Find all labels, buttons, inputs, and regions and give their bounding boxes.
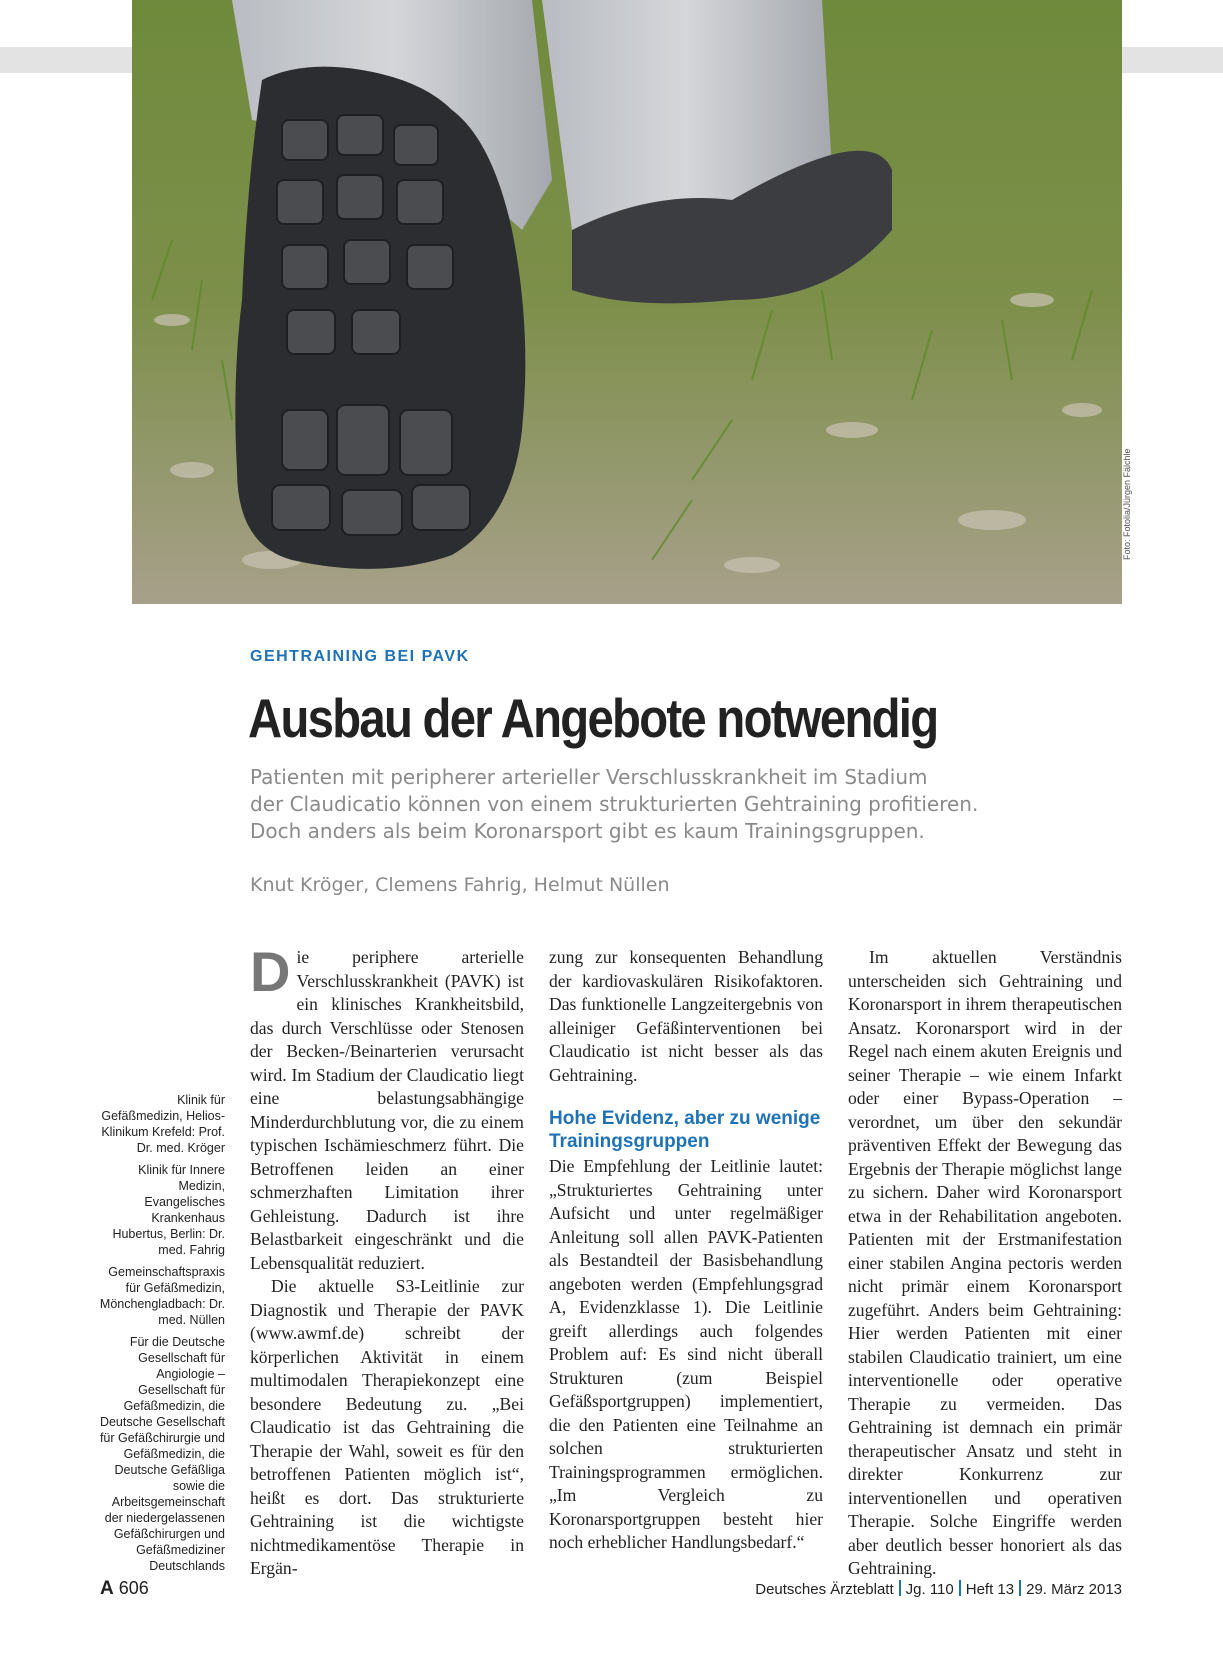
body-paragraph: Die aktuelle S3-Leitlinie zur Diagnostik und Therapie der PAVK (www.awmf.de) schreibt der körperlichen Aktivität in einem multimodalen Therapiekonzept eine besondere Bedeutung zu. „Bei Claudicatio ist das Gehtraining die Therapie der Wahl, soweit es für den betroffenen Patienten möglich ist“, heißt es dort. Das strukturierte Gehtraining ist die wichtigste nichtmedikamentöse Therapie in Ergän- bbox=[250, 1276, 524, 1578]
affiliation-nuellen: Gemeinschaftspraxis für Gefäßmedizin, Mönchengladbach: Dr. med. Nüllen bbox=[99, 1265, 225, 1327]
body-column-1 bbox=[250, 940, 524, 1581]
decorative-bar-right bbox=[1122, 47, 1223, 73]
affiliation-societies: Für die Deutsche Gesellschaft für Angiologie – Gesellschaft für Gefäßmedizin, die Deutsche Gesellschaft für Gefäßchirurgie und Gefäßmedizin, die Deutsche Gefäßliga sowie die Arbeitsgemeinschaft der niedergelassenen Gefäßchirurgen und Gefäßmediziner Deutschlands bbox=[99, 1335, 225, 1573]
body-paragraph: Die Empfehlung der Leitlinie lautet: „Strukturiertes Gehtraining unter Aufsicht und unter regelmäßiger Anleitung soll allen PAVK-Patienten als Bestandteil der Basisbehandlung angeboten werden (Empfehlungsgrad A, Evidenzklasse 1). Die Leitlinie greift allerdings auch folgendes Problem auf: Es sind nicht überall Strukturen (zum Beispiel Gefäßsportgruppen) implementiert, die den Patienten eine Teilnahme an solchen strukturierten Trainingsprogrammen ermöglichen. „Im Vergleich zu Koronarsportgruppen besteht hier noch erheblicher Handlungsbedarf.“ bbox=[549, 1156, 823, 1552]
page-number: A 606 bbox=[100, 1578, 149, 1599]
affiliation-fahrig: Klinik für Innere Medizin, Evangelisches Krankenhaus Hubertus, Berlin: Dr. med. Fahrig bbox=[112, 1163, 225, 1257]
article-authors: Knut Kröger, Clemens Fahrig, Helmut Nüllen bbox=[250, 874, 670, 896]
journal-date: 29. März 2013 bbox=[1026, 1581, 1122, 1598]
body-column-3 bbox=[848, 946, 1122, 1581]
lead-line: der Claudicatio können von einem strukturierten Gehtraining profitieren. bbox=[250, 792, 979, 816]
article-title: Ausbau der Angebote notwendig bbox=[248, 687, 938, 749]
journal-volume: Jg. 110 bbox=[905, 1581, 954, 1598]
body-paragraph: Die periphere arterielle Verschlusskrankheit (PAVK) ist ein klinisches Krankheitsbild, das durch Verschlüsse oder Stenosen der Becken-/Beinarterien verursacht wird. Im Stadium der Claudicatio liegt eine belastungsabhängige Minderdurchblutung vor, die zu einem typischen Ischämieschmerz führt. Die Betroffenen leiden an einer schmerzhaften Limitation ihrer Gehleistung. Dadurch ist ihre Belastbarkeit eingeschränkt und die Lebensqualität reduziert. bbox=[250, 940, 524, 1273]
drop-cap: D bbox=[250, 940, 291, 1003]
lead-line: Doch anders als beim Koronarsport gibt es kaum Trainingsgruppen. bbox=[250, 819, 925, 843]
decorative-bar-left bbox=[0, 47, 132, 73]
article-kicker: GEHTRAINING BEI PAVK bbox=[250, 648, 470, 665]
photo-credit: Foto: Fotolia/Jürgen Fälchle bbox=[1122, 448, 1132, 560]
journal-name: Deutsches Ärzteblatt bbox=[755, 1581, 894, 1598]
body-column-2 bbox=[549, 946, 823, 1555]
body-paragraph: Im aktuellen Verständnis unterscheiden sich Gehtraining und Koronarsport in ihrem therapeutischen Ansatz. Koronarsport wird in der Regel nach einem akuten Ereignis und seiner Therapie – wie einem Infarkt oder einer Bypass-Operation – verordnet, um über den sekundär präventiven Effekt der Bewegung das Ergebnis der Therapie möglichst lange zu sichern. Daher wird Koronarsport etwa in der Rehabilitation angeboten. Patienten mit der Erstmanifestation einer stabilen Angina pectoris werden nicht primär einem Koronarsport zugeführt. Anders beim Gehtraining: Hier werden Patienten mit einer stabilen Claudicatio trainiert, um eine interventionelle oder operative Therapie zu vermeiden. Das Gehtraining ist demnach ein primär therapeutischer Ansatz und steht in direkter Konkurrenz zur interventionellen und operativen Therapie. Solche Eingriffe werden aber deutlich besser honoriert als das Gehtraining. bbox=[848, 947, 1122, 1578]
journal-issue: Heft 13 bbox=[965, 1581, 1015, 1598]
body-paragraph: zung zur konsequenten Behandlung der kardiovaskulären Risikofaktoren. Das funktionelle Langzeitergebnis von alleiniger Gefäßinterventionen bei Claudicatio ist nicht besser als das Gehtraining. bbox=[549, 947, 823, 1085]
section-subheading: Hohe Evidenz, aber zu wenige Trainingsgruppen bbox=[549, 1108, 821, 1152]
hero-photo bbox=[132, 0, 1122, 604]
affiliation-kroeger: Klinik für Gefäßmedizin, Helios-Klinikum Krefeld: Prof. Dr. med. Kröger bbox=[101, 1093, 225, 1155]
lead-line: Patienten mit peripherer arterieller Verschlusskrankheit im Stadium bbox=[250, 765, 928, 789]
author-affiliations bbox=[95, 1092, 225, 1580]
article-lead bbox=[250, 764, 1070, 845]
journal-info bbox=[755, 1580, 1122, 1598]
